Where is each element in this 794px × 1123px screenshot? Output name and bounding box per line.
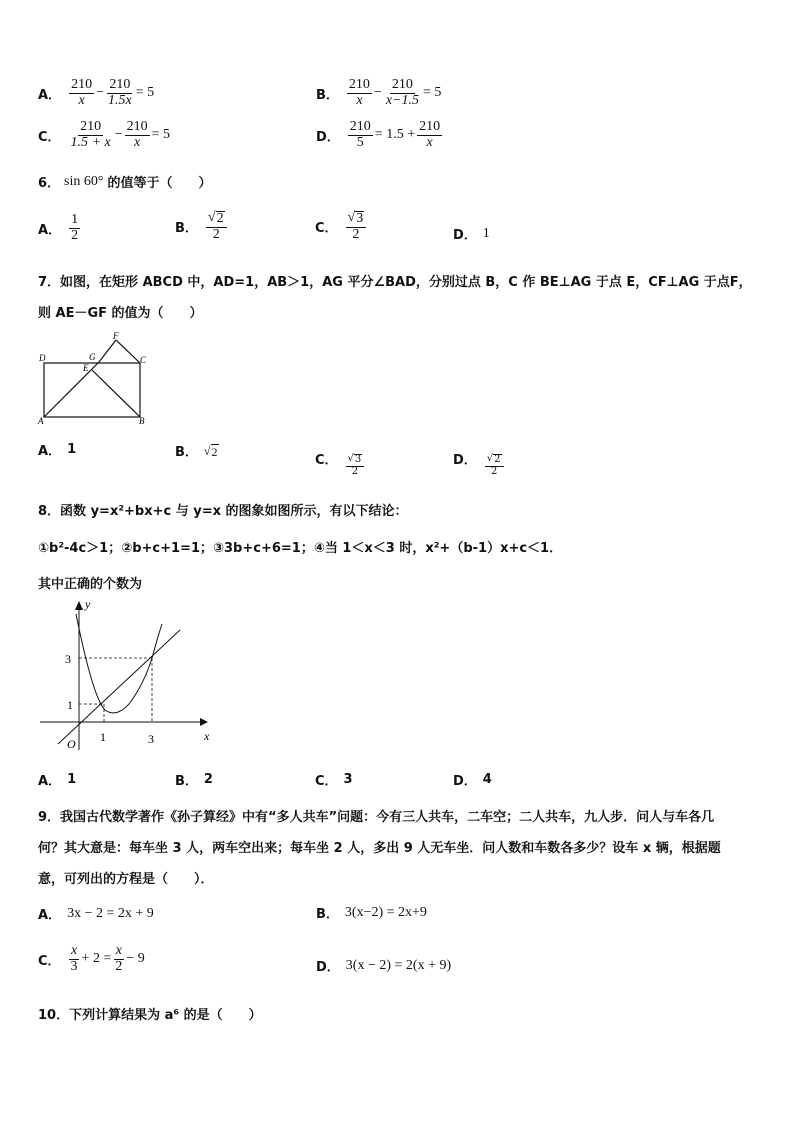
q9-stem-line2: 何？其大意是：每车坐 3 人，两车空出来；每车坐 2 人，多出 9 人无车坐．问人数和车数各多少？设车 x 辆，根据题 xyxy=(38,841,721,856)
numerator: 1 xyxy=(71,212,79,227)
sqrt: √ 3 xyxy=(347,210,364,226)
option-label: B． xyxy=(175,221,198,237)
label-e: E xyxy=(83,363,89,373)
sqrt: √ 2 xyxy=(207,210,224,226)
numerator: 210 xyxy=(109,77,131,92)
operator: − xyxy=(96,85,104,101)
y-axis-arrow xyxy=(75,601,83,610)
denominator: x xyxy=(426,134,433,150)
fraction xyxy=(348,120,373,150)
denominator: 1.5 + x xyxy=(70,134,111,150)
q9-stem-line1: 9．我国古代数学著作《孙子算经》中有“多人共车”问题：今有三人共车，二车空；二人共车，九人步．问人与车各几 xyxy=(38,810,715,825)
label-c: C xyxy=(140,355,147,365)
label-origin: O xyxy=(67,737,76,751)
q9-option-a xyxy=(38,904,154,923)
line-y-equals-x xyxy=(58,630,180,744)
numerator: x xyxy=(70,943,78,958)
fraction xyxy=(69,213,80,243)
question-number: 6． xyxy=(38,176,61,191)
denominator: 2 xyxy=(71,227,79,243)
q6-stem xyxy=(38,172,212,191)
option-label: B． xyxy=(316,87,339,103)
option-label: D． xyxy=(453,453,477,468)
sin-expression: sin 60° xyxy=(64,173,104,189)
q8-option-a xyxy=(38,770,76,789)
option-label: C． xyxy=(315,774,338,789)
denominator: x xyxy=(134,134,141,150)
q8-option-b xyxy=(175,770,213,789)
option-label: C． xyxy=(315,221,338,237)
denominator: 2 xyxy=(351,465,359,477)
radicand: 3 xyxy=(356,211,364,226)
option-label: B． xyxy=(175,774,198,789)
q6-option-d xyxy=(453,224,490,243)
label-d: D xyxy=(39,353,46,363)
sqrt: √ 2 xyxy=(203,444,218,459)
q9-option-c xyxy=(38,944,145,974)
fraction xyxy=(69,944,80,974)
q7-stem-line2: 则 AE－GF 的值为（ ） xyxy=(38,306,203,321)
option-label: D． xyxy=(453,774,477,789)
q7-stem-line1: 7．如图，在矩形 ABCD 中，AD=1，AB＞1，AG 平分∠BAD，分别过点 B，C 作 BE⊥AG 于点 E，CF⊥AG 于点F， xyxy=(38,275,752,290)
tick-x3: 3 xyxy=(148,732,154,746)
fraction xyxy=(206,211,227,242)
operator: − xyxy=(373,85,382,101)
q6-option-a xyxy=(38,213,82,243)
q10-stem: 10．下列计算结果为 a⁶ 的是（ ） xyxy=(38,1008,262,1023)
numerator: x xyxy=(115,943,122,958)
radicand: 2 xyxy=(216,211,224,226)
option-label: B． xyxy=(316,907,339,922)
equation: 3x − 2 = 2x + 9 xyxy=(67,905,154,921)
tick-x1: 1 xyxy=(100,730,106,744)
numerator: 210 xyxy=(71,77,93,92)
numerator: 210 xyxy=(349,119,371,134)
label-g: G xyxy=(89,352,96,362)
option-label: C． xyxy=(38,953,61,969)
q5-option-c xyxy=(38,120,170,150)
option-label: A． xyxy=(38,444,62,459)
q7-option-d xyxy=(453,440,506,477)
line-be xyxy=(92,370,140,417)
label-a: A xyxy=(38,416,44,426)
label-b: B xyxy=(139,416,145,426)
option-label: A． xyxy=(38,87,62,103)
q5-option-d xyxy=(316,120,444,150)
q8-stem-line1: 8．函数 y=x²+bx+c 与 y=x 的图象如图所示，有以下结论： xyxy=(38,504,408,519)
option-label: A． xyxy=(38,774,62,789)
option-label: B． xyxy=(175,444,198,460)
denominator: 1.5x xyxy=(107,92,132,108)
q5-option-b xyxy=(316,78,441,108)
q9-option-b xyxy=(316,903,427,922)
fraction xyxy=(485,454,504,477)
denominator: x−1.5 xyxy=(385,92,419,108)
q7-option-c xyxy=(315,440,366,477)
q8-option-c xyxy=(315,770,353,789)
denominator: 2 xyxy=(490,465,498,477)
parabola xyxy=(76,614,162,713)
fraction xyxy=(417,120,442,150)
denominator: 2 xyxy=(352,226,360,242)
fraction xyxy=(346,454,365,477)
option-value: 1 xyxy=(67,772,77,787)
line-cf xyxy=(116,340,140,363)
q7-option-a xyxy=(38,440,76,459)
option-value: 4 xyxy=(482,772,492,787)
option-label: A． xyxy=(38,222,62,238)
denominator: x xyxy=(78,92,85,108)
numerator: 210 xyxy=(80,119,102,134)
denominator: x xyxy=(356,92,363,108)
fraction xyxy=(106,78,134,108)
numerator: 210 xyxy=(126,119,148,134)
option-label: D． xyxy=(453,228,477,243)
option-value: 2 xyxy=(203,772,213,787)
sqrt: √ 3 xyxy=(347,453,362,465)
line-ag xyxy=(44,362,99,417)
x-axis-arrow xyxy=(200,718,208,726)
option-label: A． xyxy=(38,908,62,923)
q8-stem-line3: 其中正确的个数为 xyxy=(38,577,143,592)
sqrt: √ 2 xyxy=(486,453,501,465)
equation: 3(x−2) = 2x+9 xyxy=(344,904,427,920)
denominator: 2 xyxy=(212,226,220,242)
q9-stem-line3: 意，可列出的方程是（ ）． xyxy=(38,872,214,887)
fraction xyxy=(384,78,421,108)
q7-rectangle-figure xyxy=(36,330,156,426)
q5-option-a xyxy=(38,78,154,108)
q6-option-c xyxy=(315,211,368,242)
option-label: C． xyxy=(315,453,338,468)
option-label: C． xyxy=(38,129,61,145)
rectangle-abcd xyxy=(44,363,140,417)
numerator: 210 xyxy=(419,119,441,134)
equation-tail: − 9 xyxy=(126,951,145,967)
label-x: x xyxy=(204,729,210,743)
option-label: D． xyxy=(316,129,340,145)
denominator: 5 xyxy=(356,134,364,150)
fraction xyxy=(69,78,94,108)
q8-option-d xyxy=(453,770,492,789)
tick-y1: 1 xyxy=(67,698,73,712)
fraction xyxy=(347,78,372,108)
equation-tail: = 5 xyxy=(135,85,155,101)
fraction xyxy=(69,120,113,150)
radicand: 3 xyxy=(354,454,362,465)
radicand: 2 xyxy=(211,445,218,459)
option-label: D． xyxy=(316,960,340,975)
denominator: 2 xyxy=(115,958,123,974)
tick-y3: 3 xyxy=(65,652,71,666)
operator: − xyxy=(114,127,123,143)
option-value: 1 xyxy=(482,225,490,241)
equation-tail: = 5 xyxy=(151,127,171,143)
option-value: 1 xyxy=(67,442,77,457)
fraction xyxy=(346,211,367,242)
question-text: 的值等于（ ） xyxy=(107,176,212,191)
numerator: 210 xyxy=(348,77,370,92)
q6-option-b xyxy=(175,211,229,242)
option-value: 3 xyxy=(343,772,353,787)
radicand: 2 xyxy=(494,454,501,465)
equation: 3(x − 2) = 2(x + 9) xyxy=(345,957,452,973)
label-y: y xyxy=(85,597,91,611)
q9-option-d xyxy=(316,956,451,975)
equation-tail: = 5 xyxy=(423,85,442,101)
line-gf xyxy=(99,340,116,362)
equation-middle: + 2 = xyxy=(81,951,112,967)
numerator: 210 xyxy=(391,77,413,92)
equation-middle: = 1.5 + xyxy=(374,127,416,143)
q7-option-b xyxy=(175,440,219,460)
fraction xyxy=(125,120,150,150)
fraction xyxy=(113,944,124,974)
q8-stem-line2: ①b²-4c＞1；②b+c+1=1；③3b+c+6=1；④当 1＜x＜3 时，x²+（b-1）x+c＜1． xyxy=(38,541,563,556)
q8-function-graph xyxy=(36,594,226,754)
label-f: F xyxy=(113,331,119,341)
denominator: 3 xyxy=(70,958,78,974)
